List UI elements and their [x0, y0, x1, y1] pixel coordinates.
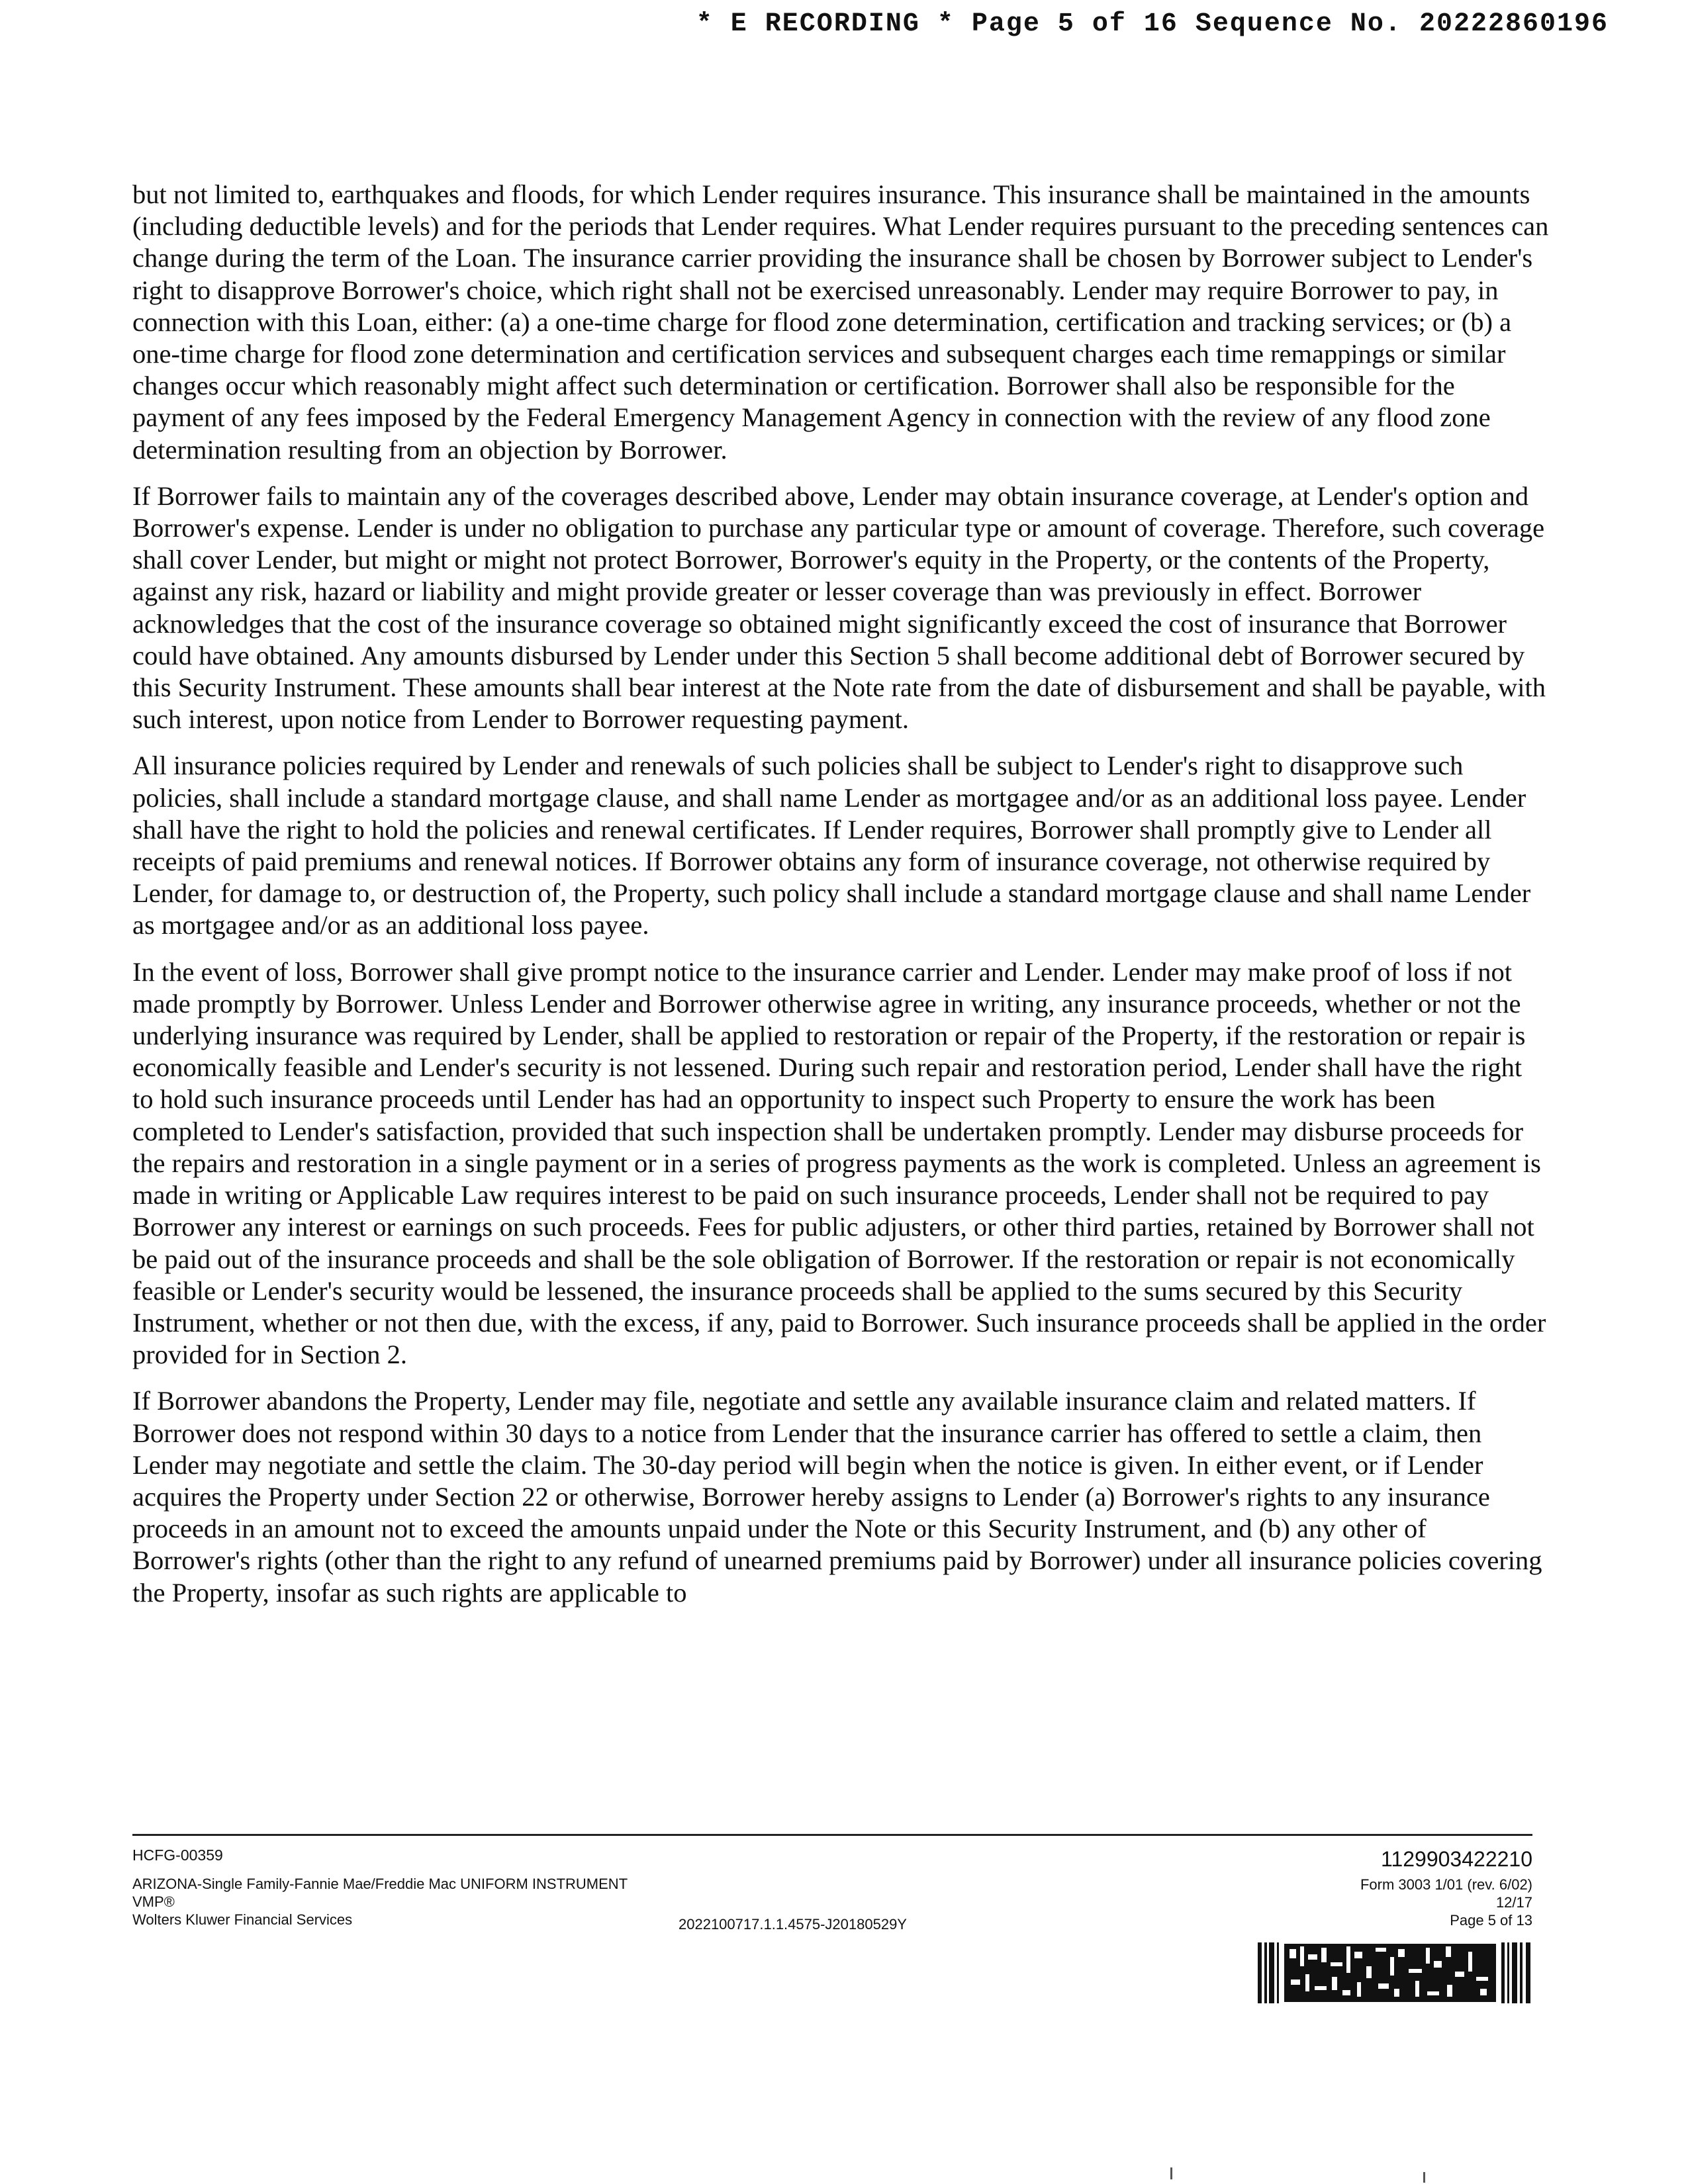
vmp-mark: VMP® — [132, 1893, 175, 1910]
body-paragraph: If Borrower fails to maintain any of the coverages described above, Lender may obtain insurance coverage, at Lender's option and Borrower's expense. Lender is under no obligation to purchase any particular type or amount of coverage. Therefore, such coverage shall cover Lender, but might or might not protect Borrower, Borrower's equity in the Property, or the contents of the Property, against any risk, hazard or liability and might provide greater or lesser coverage than was previously in effect. Borrower acknowledges that the cost of the insurance coverage so obtained might significantly exceed the cost of insurance that Borrower could have obtained. Any amounts disbursed by Lender under this Section 5 shall become additional debt of Borrower secured by this Security Instrument. These amounts shall bear interest at the Note rate from the date of disbursement and shall be payable, with such interest, upon notice from Lender to Borrower requesting payment. — [132, 480, 1546, 735]
footer-left — [132, 1846, 628, 1929]
body-paragraph: In the event of loss, Borrower shall give prompt notice to the insurance carrier and Lender. Lender may make proof of loss if not made promptly by Borrower. Unless Lender and Borrower otherwise agree in writing, any insurance proceeds, whether or not the underlying insurance was required by Lender, shall be applied to restoration or repair of the Property, if the restoration or repair is economically feasible and Lender's security is not lessened. During such repair and restoration period, Lender shall have the right to hold such insurance proceeds until Lender has had an opportunity to inspect such Property to ensure the work has been completed to Lender's satisfaction, provided that such inspection shall be undertaken promptly. Lender may disburse proceeds for the repairs and restoration in a single payment or in a series of progress payments as the work is completed. Unless an agreement is made in writing or Applicable Law requires interest to be paid on such insurance proceeds, Lender shall not be required to pay Borrower any interest or earnings on such proceeds. Fees for public adjusters, or other third parties, retained by Borrower shall not be paid out of the insurance proceeds and shall be the sole obligation of Borrower. If the restoration or repair is not economically feasible or Lender's security would be lessened, the insurance proceeds shall be applied to the sums secured by this Security Instrument, whether or not then due, with the excess, if any, paid to Borrower. Such insurance proceeds shall be applied in the order provided for in Section 2. — [132, 956, 1546, 1370]
scan-mark — [1170, 2167, 1172, 2179]
form-code: HCFG-00359 — [132, 1846, 223, 1864]
scan-mark — [1423, 2172, 1425, 2183]
loan-number: 1129903422210 — [1381, 1847, 1532, 1871]
revision-date: 12/17 — [1495, 1894, 1532, 1911]
recording-header: * E RECORDING * Page 5 of 16 Sequence No. 20222860196 — [696, 9, 1609, 39]
footer-right — [1360, 1846, 1532, 1929]
document-body — [132, 179, 1549, 1623]
barcode-icon — [1258, 1942, 1532, 2003]
instrument-title: ARIZONA-Single Family-Fannie Mae/Freddie Mac UNIFORM INSTRUMENT — [132, 1876, 628, 1892]
body-paragraph: but not limited to, earthquakes and floods, for which Lender requires insurance. This insurance shall be maintained in the amounts (including deductible levels) and for the periods that Lender requires. What Lender requires pursuant to the preceding sentences can change during the term of the Loan. The insurance carrier providing the insurance shall be chosen by Borrower subject to Lender's right to disapprove Borrower's choice, which right shall not be exercised unreasonably. Lender may require Borrower to pay, in connection with this Loan, either: (a) a one-time charge for flood zone determination, certification and tracking services; or (b) a one-time charge for flood zone determination and certification services and subsequent charges each time remappings or similar changes occur which reasonably might affect such determination or certification. Borrower shall also be responsible for the payment of any fees imposed by the Federal Emergency Management Agency in connection with the review of any flood zone determination resulting from an objection by Borrower. — [132, 179, 1549, 465]
page-number: Page 5 of 13 — [1450, 1912, 1532, 1929]
footer-divider — [132, 1834, 1532, 1836]
form-number: Form 3003 1/01 (rev. 6/02) — [1360, 1876, 1532, 1893]
publisher-name: Wolters Kluwer Financial Services — [132, 1911, 353, 1928]
document-code: 2022100717.1.1.4575-J20180529Y — [679, 1916, 907, 1933]
body-paragraph: All insurance policies required by Lender and renewals of such policies shall be subject to Lender's right to disapprove such policies, shall include a standard mortgage clause, and shall name Lender as mortgagee and/or as an additional loss payee. Lender shall have the right to hold the policies and renewal certificates. If Lender requires, Borrower shall promptly give to Lender all receipts of paid premiums and renewal notices. If Borrower obtains any form of insurance coverage, not otherwise required by Lender, for damage to, or destruction of, the Property, such policy shall include a standard mortgage clause and shall name Lender as mortgagee and/or as an additional loss payee. — [132, 751, 1531, 940]
body-paragraph: If Borrower abandons the Property, Lender may file, negotiate and settle any available insurance claim and related matters. If Borrower does not respond within 30 days to a notice from Lender that the insurance carrier has offered to settle a claim, then Lender may negotiate and settle the claim. The 30-day period will begin when the notice is given. In either event, or if Lender acquires the Property under Section 22 or otherwise, Borrower hereby assigns to Lender (a) Borrower's rights to any insurance proceeds in an amount not to exceed the amounts unpaid under the Note or this Security Instrument, and (b) any other of Borrower's rights (other than the right to any refund of unearned premiums paid by Borrower) under all insurance policies covering the Property, insofar as such rights are applicable to — [132, 1386, 1542, 1608]
